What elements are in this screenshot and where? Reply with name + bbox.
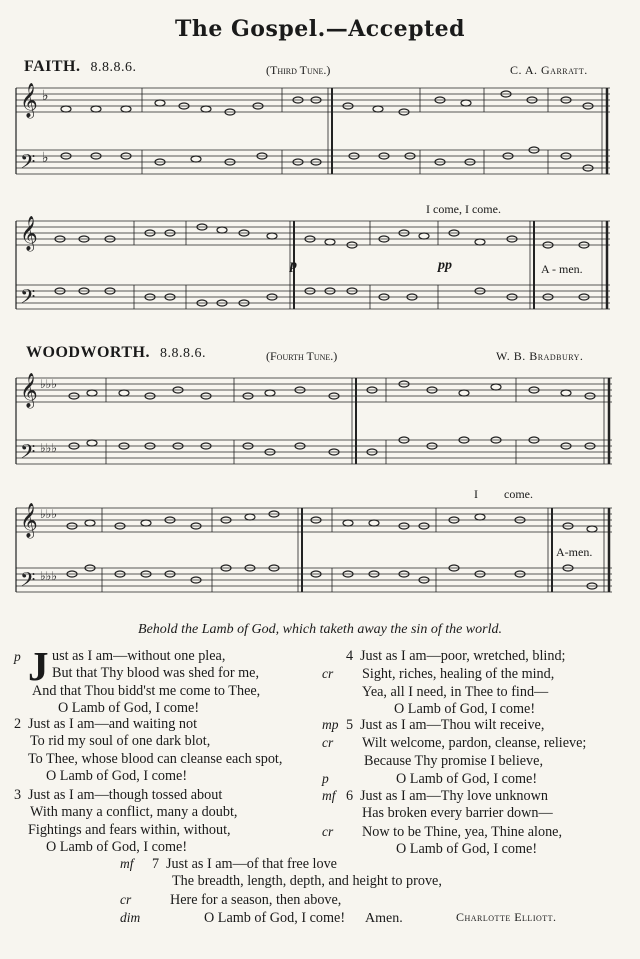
dynamic-mark: cr [322,666,334,682]
verse-text: O Lamb of God, I come! [204,909,346,926]
verse-line: O Lamb of God, I come! [46,767,188,784]
verse-line [322,787,632,805]
svg-text:𝄢: 𝄢 [20,285,36,313]
verse-line [14,787,314,804]
verse-line [322,805,632,822]
composer: W. B. Bradbury. [496,349,584,363]
svg-text:𝄞: 𝄞 [20,83,38,118]
tune-name: WOODWORTH. [26,344,150,361]
dynamic-mark: mp [322,717,339,732]
verse-text: Has broken every barrier down— [362,805,553,822]
verse-line [322,734,632,752]
verse-text: Here for a season, then above, [170,891,342,908]
dynamic-mark: p [290,258,297,273]
verse-text: Yea, all I need, in Thee to find— [362,683,549,700]
verse-2 [14,716,314,785]
verse-line: O Lamb of God, I come! [46,838,188,855]
svg-text:𝄞: 𝄞 [20,216,38,251]
dynamic-mark: pp [438,258,452,273]
verse-number: 6 [346,788,354,804]
verse-line: But that Thy blood was shed for me, [52,665,260,682]
verse-text: The breadth, length, depth, and height to prove, [172,873,442,890]
verse-line [14,716,314,733]
verse-line [120,855,520,873]
svg-text:♭: ♭ [42,89,49,104]
verse-number: 2 [14,716,22,732]
verse-text: Wilt welcome, pardon, cleanse, relieve; [362,735,587,752]
dynamic-mark: mf [120,856,134,871]
tune-number: (Third Tune.) [266,63,331,77]
verse-line [322,770,632,788]
svg-text:♭: ♭ [42,151,49,166]
verse-number: 3 [14,787,22,803]
scripture-quote: Behold the Lamb of God, which taketh away the sin of the world. [138,622,502,637]
verse-number: 7 [152,856,160,872]
verse-line: With many a conflict, many a doubt, [30,804,238,821]
svg-text:♭♭♭: ♭♭♭ [40,441,57,455]
verse-text: Just as I am—Thy love unknown [360,788,548,804]
dynamic-mark: cr [120,891,132,907]
verse-number: 5 [346,717,354,733]
tune-name: FAITH. [24,58,81,75]
tune-header-faith [24,58,136,76]
verse-5 [322,716,632,788]
dynamic-mark: mf [322,788,336,803]
amen-label: A-men. [556,545,593,559]
svg-text:𝄢: 𝄢 [20,150,36,178]
music-system-faith-1 [0,78,640,208]
verse-line: To rid my soul of one dark blot, [30,733,211,750]
verse-line: O Lamb of God, I come! [58,699,200,716]
composer: C. A. Garratt. [510,63,588,77]
svg-text:𝄢: 𝄢 [20,440,36,468]
verse-3 [14,787,314,856]
verse-text: O Lamb of God, I come! [396,840,538,857]
music-system-woodworth-1 [0,366,640,488]
dynamic-mark: cr [322,823,334,839]
hymn-author: Charlotte Elliott. [456,910,557,924]
verse-line: And that Thou bidd'st me come to Thee, [32,682,261,699]
verse-text: Because Thy promise I believe, [364,752,543,769]
verse-text: Just as I am—though tossed about [28,787,223,803]
verse-4 [322,648,632,718]
svg-text:𝄢: 𝄢 [20,568,36,596]
dynamic-mark: p [14,649,21,664]
verse-text: Just as I am—poor, wretched, blind; [360,648,566,664]
verse-line [322,684,632,701]
verse-line [322,753,632,770]
verse-line: ust as I am—without one plea, [52,648,226,664]
tune-meter: 8.8.8.6. [90,60,137,75]
svg-text:𝄞: 𝄞 [20,503,38,538]
page-title: The Gospel.—Accepted [174,16,466,42]
dynamic-mark: dim [120,909,141,925]
verse-text: Just as I am—Thou wilt receive, [360,717,545,733]
verse-1 [14,643,314,717]
upper-text: I come, I come. [426,202,501,216]
verse-text: Just as I am—of that free love [166,856,337,872]
verse-text: Now to be Thine, yea, Thine alone, [362,823,563,840]
music-system-woodworth-2 [0,490,640,616]
verse-line [120,891,520,909]
dynamic-mark: cr [322,735,334,751]
verse-line [322,716,632,734]
upper-text-i: I [474,487,478,501]
verse-line [322,823,632,841]
verse-text: O Lamb of God, I come! [394,700,536,717]
verse-line: To Thee, whose blood can cleanse each spot, [28,750,283,767]
svg-text:♭♭♭: ♭♭♭ [40,507,57,521]
verse-text: Just as I am—and waiting not [28,716,198,732]
amen-label: A - men. [541,262,583,276]
verse-text: Sight, riches, healing of the mind, [362,666,555,683]
verse-line [322,665,632,683]
amen-label: Amen. [365,910,403,926]
tune-header-woodworth [26,344,206,362]
svg-text:♭♭♭: ♭♭♭ [40,569,57,583]
verse-line [120,873,520,890]
svg-text:𝄞: 𝄞 [20,373,38,408]
tune-meter: 8.8.8.6. [160,346,206,361]
verse-line [322,648,632,665]
verse-text: O Lamb of God, I come! [396,770,538,787]
verse-6 [322,787,632,858]
verse-number: 4 [346,648,354,664]
verse-line: Fightings and fears within, without, [28,821,231,838]
upper-text-come: come. [504,487,533,501]
drop-cap: J [28,643,49,689]
tune-number: (Fourth Tune.) [266,349,338,363]
dynamic-mark: p [322,770,329,786]
svg-text:♭♭♭: ♭♭♭ [40,377,57,391]
